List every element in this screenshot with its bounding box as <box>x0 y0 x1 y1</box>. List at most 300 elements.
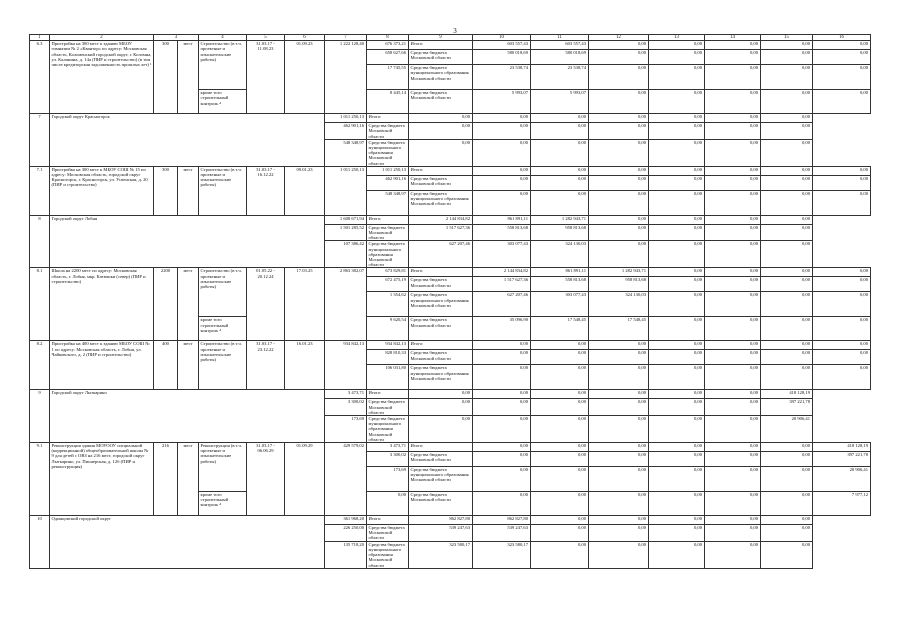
funding-source: Средства бюджета Московской области <box>409 350 473 365</box>
amount-c10: 0,00 <box>409 114 473 123</box>
amount-c16: 0,00 <box>813 175 871 190</box>
amount-c14: 0,00 <box>705 90 761 114</box>
funding-source: Итого: <box>367 215 409 224</box>
amount-c12: 17 548,45 <box>589 317 649 341</box>
funding-source: Средства бюджета Московской области <box>367 123 409 140</box>
amount-c11: 603 557,43 <box>531 41 589 50</box>
column-number: 1 <box>30 35 50 41</box>
amount-c15: 0,00 <box>705 390 761 399</box>
amount-c16: 0,00 <box>761 525 813 542</box>
funding-source: Средства бюджета Московской области <box>367 399 409 416</box>
column-number: 6 <box>285 35 325 41</box>
amount-c14: 0,00 <box>649 215 705 224</box>
funding-source: Средства бюджета Московской области <box>409 50 473 65</box>
funding-source: Средства бюджета муниципального образования Московской области <box>367 241 409 268</box>
amount-c11: 0,00 <box>531 492 589 516</box>
amount-c14: 0,00 <box>705 365 761 390</box>
amount-c11: 0,00 <box>531 350 589 365</box>
completion-date: 17.03.25 <box>285 268 325 341</box>
amount-c15: 0,00 <box>705 215 761 224</box>
funding-source: Средства бюджета муниципального образования Московской области <box>367 139 409 166</box>
table-row <box>30 341 871 350</box>
amount-c14: 0,00 <box>649 123 705 140</box>
amount-c15: 0,00 <box>705 224 761 241</box>
amount-c15: 0,00 <box>705 123 761 140</box>
amount-c12: 0,00 <box>589 350 649 365</box>
amount-c12: 0,00 <box>531 123 589 140</box>
amount-c13: 0,00 <box>649 175 705 190</box>
amount-c16: 0,00 <box>761 516 813 525</box>
funding-source: Средства бюджета Московской области <box>367 224 409 241</box>
amount-c14: 0,00 <box>649 399 705 416</box>
amount-c14: 0,00 <box>705 341 761 350</box>
work-type: Строительство (в т.ч. проектные и изыскательские работы) <box>199 341 247 390</box>
amount-c16: 0,00 <box>813 292 871 317</box>
amount-c11: 861 891,11 <box>473 215 531 224</box>
financed-amount: 17 745,55 <box>367 65 409 90</box>
funding-source: Итого: <box>409 443 473 452</box>
amount-c11: 0,00 <box>531 452 589 467</box>
amount-c11: 0,00 <box>473 114 531 123</box>
budget-table <box>29 34 871 569</box>
object-name: Школа на 2200 мест по адресу: Московская область, г. Лобня, мкр. Катюшки (север) (ПИР и строительство) <box>50 268 154 341</box>
amount-c13: 0,00 <box>649 452 705 467</box>
amount-c11: 0,00 <box>473 139 531 166</box>
amount-c15: 0,00 <box>761 341 813 350</box>
amount-c12: 958 813,68 <box>589 277 649 292</box>
amount-c15: 0,00 <box>761 277 813 292</box>
amount-c15: 0,00 <box>705 114 761 123</box>
financed-amount: 1 501 285,52 <box>325 224 367 241</box>
funding-source: Средства бюджета муниципального образования Московской области <box>367 541 409 568</box>
financed-amount: 1 011 250,13 <box>325 114 367 123</box>
work-dates: 31.03.17 - 11.08.23 <box>247 41 285 114</box>
table-row <box>30 390 871 399</box>
financed-amount: 361 968,20 <box>325 516 367 525</box>
amount-c14: 0,00 <box>649 541 705 568</box>
financed-amount: 0,00 <box>367 492 409 516</box>
financed-amount: 107 386,42 <box>325 241 367 268</box>
amount-c13: 0,00 <box>589 114 649 123</box>
funding-source: Средства бюджета муниципального образования Московской области <box>409 292 473 317</box>
amount-c15: 0,00 <box>761 166 813 175</box>
total-cost: 1 011 250,13 <box>325 166 367 215</box>
column-number: 16 <box>813 35 871 41</box>
capacity-unit: мест <box>178 341 199 390</box>
amount-c14: 0,00 <box>649 516 705 525</box>
financed-amount: 548 348,97 <box>367 190 409 215</box>
table-row <box>30 516 871 525</box>
amount-c11: 0,00 <box>473 390 531 399</box>
amount-c15: 0,00 <box>705 541 761 568</box>
amount-c13: 0,00 <box>649 277 705 292</box>
amount-c13: 0,00 <box>649 492 705 516</box>
amount-c15: 0,00 <box>705 516 761 525</box>
amount-c11: 0,00 <box>531 175 589 190</box>
amount-c15: 0,00 <box>761 268 813 277</box>
amount-c16: 0,00 <box>813 41 871 50</box>
financed-amount: 135 718,20 <box>325 541 367 568</box>
amount-c16: 0,00 <box>813 365 871 390</box>
amount-c13: 0,00 <box>649 65 705 90</box>
amount-c10: 2 144 834,82 <box>473 268 531 277</box>
funding-source: Средства бюджета Московской области <box>409 90 473 114</box>
amount-c10: 0,00 <box>473 492 531 516</box>
financed-amount: 1 608 671,94 <box>325 215 367 224</box>
amount-c10: 0,00 <box>473 166 531 175</box>
table-row <box>30 268 871 277</box>
amount-c11: 303 077,43 <box>531 292 589 317</box>
amount-c11: 539 247,63 <box>473 525 531 542</box>
funding-source: Итого: <box>367 114 409 123</box>
amount-c13: 0,00 <box>589 139 649 166</box>
completion-date: 16.01.23 <box>285 341 325 390</box>
column-number: 7 <box>325 35 367 41</box>
amount-c16: 0,00 <box>813 190 871 215</box>
amount-c16: 0,00 <box>813 350 871 365</box>
amount-c16: 20 906,41 <box>761 416 813 443</box>
amount-c10: 2 144 834,82 <box>409 215 473 224</box>
amount-c10: 0,00 <box>409 390 473 399</box>
amount-c13: 0,00 <box>589 516 649 525</box>
amount-c14: 0,00 <box>649 139 705 166</box>
amount-c13: 0,00 <box>649 350 705 365</box>
funding-source: Итого: <box>409 341 473 350</box>
amount-c15: 0,00 <box>761 190 813 215</box>
work-dates: 31.03.17 - 06.06.29 <box>247 443 285 516</box>
capacity-value: 300 <box>154 166 178 215</box>
amount-c14: 0,00 <box>649 114 705 123</box>
amount-c12: 0,00 <box>589 41 649 50</box>
amount-c10: 0,00 <box>409 399 473 416</box>
capacity-value: 2200 <box>154 268 178 341</box>
amount-c14: 0,00 <box>705 292 761 317</box>
table-body <box>30 35 871 569</box>
financed-amount: 3 300,02 <box>367 452 409 467</box>
amount-c12: 324 130,03 <box>531 241 589 268</box>
capacity-unit: мест <box>178 41 199 114</box>
amount-c14: 0,00 <box>649 416 705 443</box>
amount-c11: 0,00 <box>473 123 531 140</box>
amount-c15: 0,00 <box>761 443 813 452</box>
page-number: 3 <box>453 27 457 35</box>
amount-c15: 0,00 <box>761 350 813 365</box>
amount-c12: 0,00 <box>531 399 589 416</box>
amount-c16: 0,00 <box>813 166 871 175</box>
financed-amount: 8 445,14 <box>367 90 409 114</box>
financed-amount: 462 901,16 <box>367 175 409 190</box>
amount-c12: 0,00 <box>589 90 649 114</box>
amount-c13: 0,00 <box>649 443 705 452</box>
amount-c12: 958 813,68 <box>531 224 589 241</box>
financed-amount: 173,69 <box>325 416 367 443</box>
amount-c13: 0,00 <box>649 90 705 114</box>
construction-control-note: кроме того строительный контроль ⁴ <box>199 492 247 516</box>
amount-c12: 0,00 <box>589 467 649 492</box>
amount-c10: 580 018,69 <box>473 50 531 65</box>
amount-c13: 0,00 <box>589 215 649 224</box>
amount-c11: 0,00 <box>531 467 589 492</box>
amount-c15: 0,00 <box>761 90 813 114</box>
table-row <box>30 443 871 452</box>
funding-source: Средства бюджета Московской области <box>409 492 473 516</box>
amount-c14: 0,00 <box>705 452 761 467</box>
amount-c15: 0,00 <box>761 317 813 341</box>
column-number: 3 <box>154 35 199 41</box>
amount-c14: 0,00 <box>705 190 761 215</box>
district-name: Городской округ Красногорск <box>50 114 325 167</box>
amount-c15: 0,00 <box>705 399 761 416</box>
amount-c15: 0,00 <box>761 467 813 492</box>
amount-c14: 0,00 <box>705 350 761 365</box>
amount-c14: 0,00 <box>705 317 761 341</box>
amount-c12: 0,00 <box>531 541 589 568</box>
amount-c12: 0,00 <box>531 416 589 443</box>
amount-c13: 0,00 <box>649 190 705 215</box>
amount-c10: 0,00 <box>473 341 531 350</box>
total-cost: 1 222 128,40 <box>325 41 367 114</box>
amount-c13: 0,00 <box>589 224 649 241</box>
amount-c11: 558 813,68 <box>473 224 531 241</box>
row-number: 8 <box>30 215 50 268</box>
amount-c12: 0,00 <box>531 114 589 123</box>
column-number: 15 <box>761 35 813 41</box>
row-number: 8.1 <box>30 268 50 341</box>
amount-c15: 0,00 <box>761 65 813 90</box>
amount-c14: 0,00 <box>705 268 761 277</box>
funding-source: Итого: <box>409 166 473 175</box>
object-name: Пристройка на 300 мест к МБОУ СОШ № 15 по адресу: Московская область, городской округ Красногорск, г. Красногорск, ул. Успенская, д. 20 (ПИР и строительство) <box>50 166 154 215</box>
amount-c14: 0,00 <box>705 467 761 492</box>
completion-date: 01.09.29 <box>285 443 325 516</box>
amount-c11: 0,00 <box>531 443 589 452</box>
amount-c10: 1 517 627,36 <box>409 224 473 241</box>
amount-c16: 0,00 <box>761 114 813 123</box>
amount-c12: 0,00 <box>531 516 589 525</box>
work-dates: 31.03.17 - 16.12.22 <box>247 166 285 215</box>
financed-amount: 462 901,16 <box>325 123 367 140</box>
financed-amount: 1 011 250,13 <box>367 166 409 175</box>
object-name: Пристройка на 300 мест к зданию МБОУ гимназии № 2 «Квантор» по адресу: Московская область, Коломенский городской округ, г. Коломна, ул. Калинина, д. 14а (ПИР и строительство) (в том числе кредиторская задолженность прошлых лет) ¹ <box>50 41 154 114</box>
total-cost: 429 579,02 <box>325 443 367 516</box>
amount-c15: 0,00 <box>705 139 761 166</box>
amount-c12: 0,00 <box>589 452 649 467</box>
amount-c16: 0,00 <box>761 139 813 166</box>
amount-c16: 20 906,41 <box>813 467 871 492</box>
amount-c14: 0,00 <box>649 224 705 241</box>
amount-c16: 0,00 <box>813 50 871 65</box>
funding-source: Итого: <box>409 268 473 277</box>
object-name: Пристройка на 400 мест к зданию МБОУ СОШ № 1 по адресу: Московская область, г. Лобня, ул. Чайковского, д. 2 (ПИР и строительство) <box>50 341 154 390</box>
financed-amount: 3 473,71 <box>367 443 409 452</box>
column-number: 2 <box>50 35 154 41</box>
amount-c16: 0,00 <box>813 277 871 292</box>
amount-c14: 0,00 <box>705 41 761 50</box>
capacity-unit: мест <box>178 268 199 341</box>
financed-amount: 173,69 <box>367 467 409 492</box>
amount-c15: 0,00 <box>761 452 813 467</box>
amount-c13: 0,00 <box>589 241 649 268</box>
amount-c15: 0,00 <box>705 525 761 542</box>
amount-c13: 0,00 <box>589 541 649 568</box>
amount-c16: 397 221,78 <box>761 399 813 416</box>
amount-c11: 558 813,68 <box>531 277 589 292</box>
financed-amount: 1 354,62 <box>367 292 409 317</box>
amount-c12: 0,00 <box>589 365 649 390</box>
amount-c13: 0,00 <box>589 123 649 140</box>
amount-c11: 580 018,69 <box>531 50 589 65</box>
amount-c11: 861 891,11 <box>531 268 589 277</box>
amount-c15: 0,00 <box>761 175 813 190</box>
financed-amount: 3 300,02 <box>325 399 367 416</box>
amount-c11: 0,00 <box>531 166 589 175</box>
amount-c13: 0,00 <box>649 467 705 492</box>
district-name: Городской округ Лыткарино <box>50 390 325 443</box>
amount-c10: 323 580,17 <box>409 541 473 568</box>
amount-c16: 0,00 <box>761 224 813 241</box>
capacity-value: 400 <box>154 341 178 390</box>
work-type: Реконструкция (в т.ч. проектные и изыскательские работы) <box>199 443 247 492</box>
capacity-value: 300 <box>154 41 178 114</box>
amount-c10: 23 538,74 <box>473 65 531 90</box>
financed-amount: 106 031,80 <box>367 365 409 390</box>
amount-c11: 23 538,74 <box>531 65 589 90</box>
table-row <box>30 215 871 224</box>
amount-c12: 0,00 <box>589 443 649 452</box>
completion-date: 09.01.23 <box>285 166 325 215</box>
financed-amount: 658 627,66 <box>367 50 409 65</box>
amount-c14: 0,00 <box>705 175 761 190</box>
amount-c12: 0,00 <box>531 139 589 166</box>
funding-source: Средства бюджета Московской области <box>409 452 473 467</box>
column-number: 4 <box>199 35 247 41</box>
amount-c13: 0,00 <box>649 41 705 50</box>
amount-c10: 0,00 <box>409 416 473 443</box>
amount-c14: 0,00 <box>705 277 761 292</box>
funding-source: Средства бюджета Московской области <box>409 317 473 341</box>
total-cost: 934 842,13 <box>325 341 367 390</box>
financed-amount: 676 373,21 <box>367 41 409 50</box>
amount-c12: 0,00 <box>531 390 589 399</box>
amount-c10: 0,00 <box>473 350 531 365</box>
amount-c10: 0,00 <box>473 190 531 215</box>
amount-c12: 0,00 <box>589 166 649 175</box>
funding-source: Средства бюджета Московской области <box>367 525 409 542</box>
amount-c12: 0,00 <box>589 65 649 90</box>
amount-c13: 0,00 <box>649 317 705 341</box>
funding-source: Итого: <box>367 516 409 525</box>
table-row <box>30 41 871 50</box>
amount-c11: 323 580,17 <box>473 541 531 568</box>
amount-c10: 1 517 627,36 <box>473 277 531 292</box>
amount-c11: 0,00 <box>473 416 531 443</box>
amount-c12: 324 130,03 <box>589 292 649 317</box>
amount-c16: 0,00 <box>813 90 871 114</box>
amount-c10: 862 827,80 <box>409 516 473 525</box>
amount-c12: 0,00 <box>589 341 649 350</box>
amount-c13: 0,00 <box>589 525 649 542</box>
column-number: 9 <box>409 35 473 41</box>
amount-c16: 0,00 <box>761 123 813 140</box>
amount-c10: 0,00 <box>473 175 531 190</box>
amount-c16: 0,00 <box>761 541 813 568</box>
capacity-unit: мест <box>178 443 199 516</box>
amount-c14: 0,00 <box>705 50 761 65</box>
work-dates: 31.03.17 - 23.12.22 <box>247 341 285 390</box>
funding-source: Средства бюджета Московской области <box>409 277 473 292</box>
amount-c12: 0,00 <box>589 50 649 65</box>
amount-c15: 0,00 <box>761 41 813 50</box>
amount-c15: 0,00 <box>761 492 813 516</box>
amount-c12: 1 282 943,71 <box>531 215 589 224</box>
amount-c16: 418 128,19 <box>761 390 813 399</box>
amount-c13: 0,00 <box>589 399 649 416</box>
column-number: 13 <box>649 35 705 41</box>
column-number: 11 <box>531 35 589 41</box>
amount-c12: 1 282 943,71 <box>589 268 649 277</box>
amount-c10: 627 207,46 <box>409 241 473 268</box>
amount-c15: 0,00 <box>705 416 761 443</box>
amount-c14: 0,00 <box>705 492 761 516</box>
funding-source: Средства бюджета муниципального образования Московской области <box>409 65 473 90</box>
row-number: 7.1 <box>30 166 50 215</box>
work-type: Строительство (в т.ч. проектные и изыскательские работы) <box>199 268 247 317</box>
capacity-value: 216 <box>154 443 178 516</box>
amount-c14: 0,00 <box>705 443 761 452</box>
row-number: 8.2 <box>30 341 50 390</box>
financed-amount: 673 829,81 <box>367 268 409 277</box>
table-row <box>30 114 871 123</box>
funding-source: Итого: <box>409 41 473 50</box>
amount-c10: 603 557,43 <box>473 41 531 50</box>
column-number: 8 <box>367 35 409 41</box>
amount-c13: 0,00 <box>589 416 649 443</box>
amount-c16: 0,00 <box>813 268 871 277</box>
district-name: Одинцовский городской округ <box>50 516 325 569</box>
table-row <box>30 166 871 175</box>
amount-c14: 0,00 <box>649 525 705 542</box>
work-dates: 01.05.22 - 20.12.24 <box>247 268 285 341</box>
amount-c10: 0,00 <box>473 452 531 467</box>
row-number: 6.3 <box>30 41 50 114</box>
financed-amount: 672 475,19 <box>367 277 409 292</box>
funding-source: Средства бюджета муниципального образования Московской области <box>409 467 473 492</box>
funding-source: Средства бюджета Московской области <box>409 175 473 190</box>
amount-c16: 0,00 <box>813 65 871 90</box>
completion-date: 01.09.23 <box>285 41 325 114</box>
amount-c12: 0,00 <box>589 175 649 190</box>
amount-c10: 627 207,46 <box>473 292 531 317</box>
amount-c16: 0,00 <box>761 241 813 268</box>
amount-c10: 0,00 <box>473 443 531 452</box>
amount-c14: 0,00 <box>705 65 761 90</box>
funding-source: Средства бюджета муниципального образования Московской области <box>409 365 473 390</box>
amount-c13: 0,00 <box>649 166 705 175</box>
amount-c14: 0,00 <box>649 390 705 399</box>
amount-c14: 0,00 <box>649 241 705 268</box>
amount-c16: 397 221,78 <box>813 452 871 467</box>
amount-c11: 862 827,80 <box>473 516 531 525</box>
amount-c13: 0,00 <box>649 365 705 390</box>
district-name: Городской округ Лобня <box>50 215 325 268</box>
construction-control-note: кроме того строительный контроль ⁴ <box>199 317 247 341</box>
amount-c11: 5 993,07 <box>531 90 589 114</box>
row-number: 9 <box>30 390 50 443</box>
row-number: 10 <box>30 516 50 569</box>
financed-amount: 226 250,00 <box>325 525 367 542</box>
amount-c16: 418 128,19 <box>813 443 871 452</box>
amount-c11: 0,00 <box>531 341 589 350</box>
